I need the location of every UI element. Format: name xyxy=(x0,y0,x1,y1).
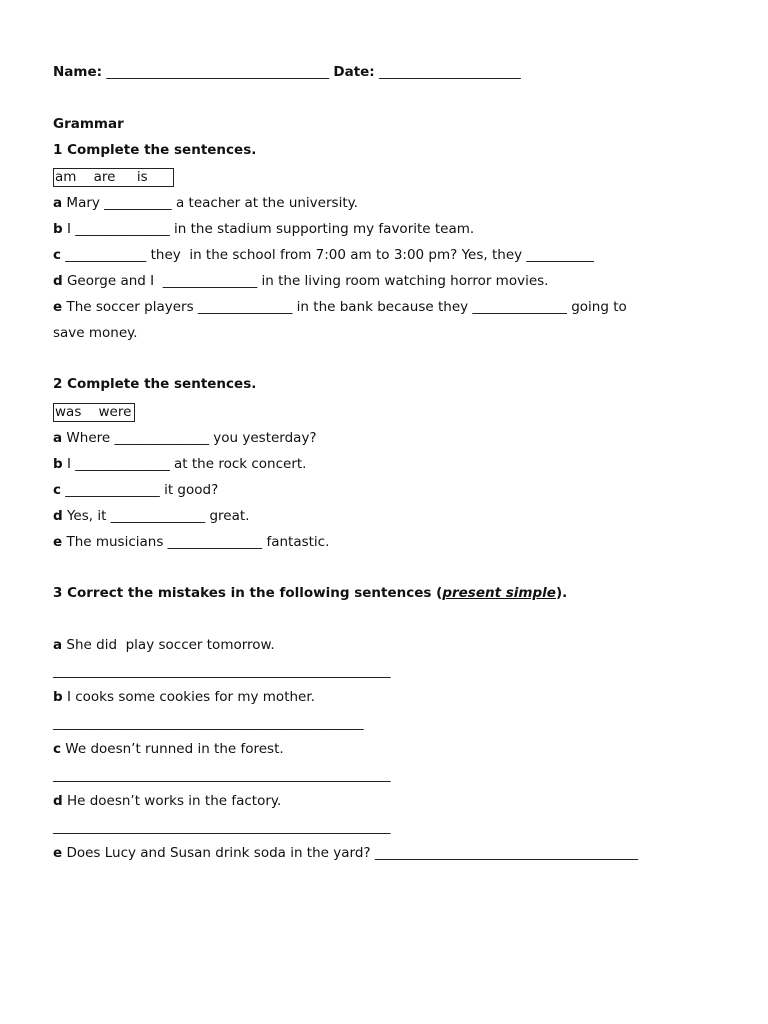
ex3-title-pre: 3 Correct the mistakes in the following sentences ( xyxy=(53,585,443,601)
item-letter: d xyxy=(53,508,63,524)
ex3-answer-line-b: ______________________________________________ xyxy=(53,715,364,731)
item-letter: a xyxy=(53,195,63,211)
item-letter: d xyxy=(53,793,63,809)
date-blank: _____________________ xyxy=(379,64,521,80)
ex1-word-box: am are is xyxy=(53,168,174,187)
ex2-title: 2 Complete the sentences. xyxy=(53,376,257,392)
item-text: She did play soccer tomorrow. xyxy=(62,637,275,653)
ex1-item-a xyxy=(53,194,358,212)
item-text: I ______________ in the stadium supporting my favorite team. xyxy=(62,221,475,237)
item-letter: c xyxy=(53,482,62,498)
ex2-item-d xyxy=(53,507,249,525)
ex3-answer-line-c: __________________________________________________ xyxy=(53,767,391,783)
item-letter: b xyxy=(53,221,63,237)
item-letter: a xyxy=(53,637,63,653)
item-text: The musicians ______________ fantastic. xyxy=(62,534,330,550)
item-text: Where ______________ you yesterday? xyxy=(62,430,317,446)
item-letter: e xyxy=(53,845,63,861)
item-text: Does Lucy and Susan drink soda in the yard? xyxy=(62,845,375,861)
item-text: ______________ it good? xyxy=(61,482,219,498)
ex1-item-b xyxy=(53,220,474,238)
item-letter: d xyxy=(53,273,63,289)
item-text: I cooks some cookies for my mother. xyxy=(62,689,315,705)
ex3-answer-line-a: __________________________________________________ xyxy=(53,663,391,679)
ex3-item-c xyxy=(53,740,284,758)
ex2-item-e xyxy=(53,533,329,551)
item-text: The soccer players ______________ in the bank because they ______________ going to xyxy=(62,299,627,315)
ex3-answer-line-d: __________________________________________________ xyxy=(53,819,391,835)
item-letter: b xyxy=(53,689,63,705)
item-letter: e xyxy=(53,534,63,550)
section-title: Grammar xyxy=(53,116,124,132)
name-label: Name: xyxy=(53,64,103,80)
item-text: He doesn’t works in the factory. xyxy=(62,793,282,809)
ex3-item-d xyxy=(53,792,281,810)
ex2-word-box: was were xyxy=(53,403,135,422)
ex2-item-a xyxy=(53,429,317,447)
ex3-title-emphasis: present simple xyxy=(442,585,556,601)
header-line xyxy=(53,63,521,81)
ex3-title xyxy=(53,584,567,602)
item-text: ____________ they in the school from 7:00 am to 3:00 pm? Yes, they __________ xyxy=(61,247,594,263)
item-letter: e xyxy=(53,299,63,315)
ex3-item-b xyxy=(53,688,315,706)
item-text: I ______________ at the rock concert. xyxy=(62,456,307,472)
item-text: Yes, it ______________ great. xyxy=(62,508,250,524)
item-letter: c xyxy=(53,247,62,263)
date-label: Date: xyxy=(333,64,375,80)
ex1-title: 1 Complete the sentences. xyxy=(53,142,257,158)
ex3-answer-line-e: _______________________________________ xyxy=(374,845,639,861)
ex3-title-post: ). xyxy=(555,585,568,601)
item-text: We doesn’t runned in the forest. xyxy=(61,741,284,757)
ex3-item-e xyxy=(53,844,638,862)
item-letter: c xyxy=(53,741,62,757)
item-letter: b xyxy=(53,456,63,472)
ex2-item-b xyxy=(53,455,306,473)
ex3-item-a xyxy=(53,636,275,654)
ex2-item-c xyxy=(53,481,218,499)
ex1-item-c xyxy=(53,246,594,264)
ex1-item-d xyxy=(53,272,548,290)
item-text: George and I ______________ in the living room watching horror movies. xyxy=(62,273,549,289)
item-text: Mary __________ a teacher at the university. xyxy=(62,195,358,211)
name-blank: _________________________________ xyxy=(106,64,330,80)
item-letter: a xyxy=(53,430,63,446)
ex1-item-e-continuation: save money. xyxy=(53,325,138,341)
ex1-item-e xyxy=(53,298,627,316)
